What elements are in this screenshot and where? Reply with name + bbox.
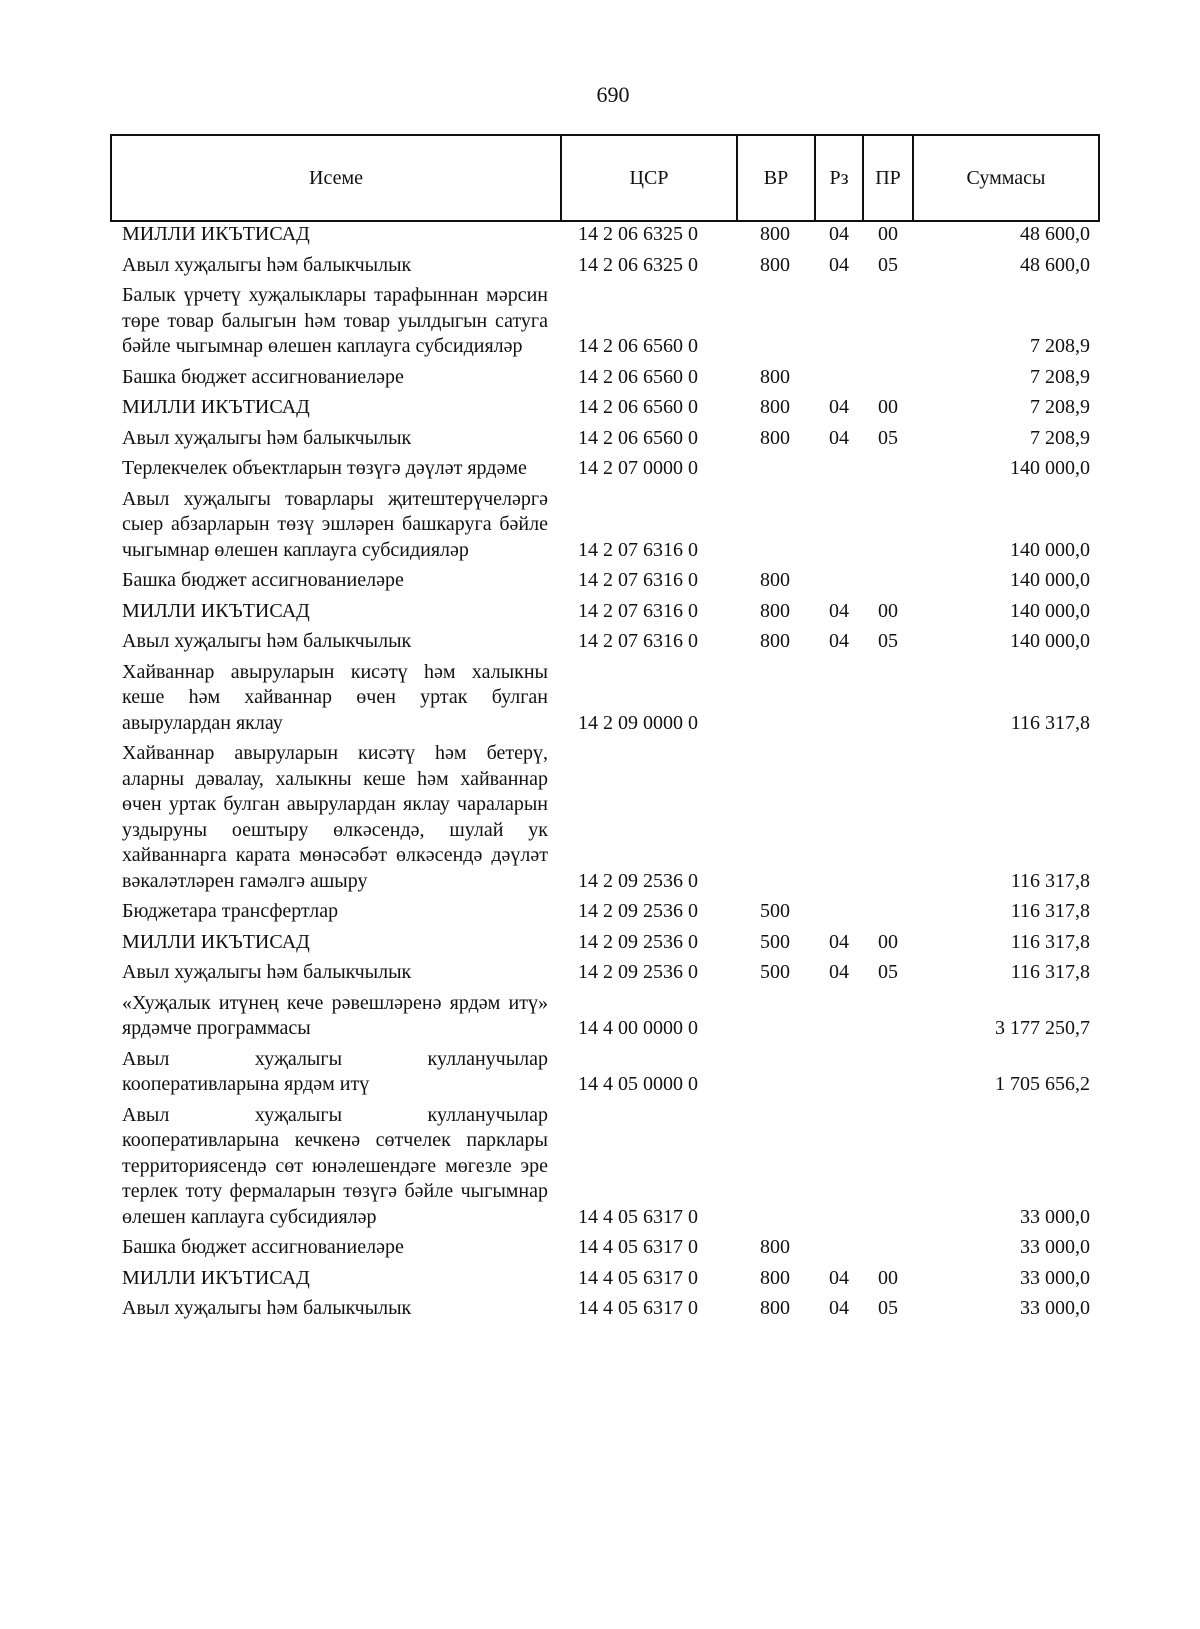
row-pr: 05 bbox=[878, 961, 898, 983]
row-vr: 800 bbox=[760, 253, 790, 276]
row-vr: 800 bbox=[760, 1297, 790, 1319]
table-row bbox=[0, 899, 1200, 925]
row-csr: 14 2 07 0000 0 bbox=[578, 457, 698, 479]
row-name: Терлекчелек объектларын төзүгә дәүләт ярдәме bbox=[122, 457, 527, 479]
row-vr: 800 bbox=[760, 1236, 790, 1258]
row-csr: 14 2 06 6560 0 bbox=[578, 335, 698, 357]
row-pr: 00 bbox=[878, 223, 898, 245]
row-sum: 33 000,0 bbox=[1020, 1205, 1090, 1228]
table-row bbox=[0, 487, 1200, 564]
row-vr: 800 bbox=[760, 1266, 790, 1289]
row-sum: 33 000,0 bbox=[1020, 1236, 1090, 1258]
table-row bbox=[0, 1103, 1200, 1231]
row-sum: 140 000,0 bbox=[1010, 538, 1090, 561]
header-sum: Суммасы bbox=[912, 136, 1098, 220]
row-vr: 800 bbox=[760, 630, 790, 652]
row-name: МИЛЛИ ИКЪТИСАД bbox=[122, 396, 310, 418]
table-row bbox=[0, 930, 1200, 956]
row-name: Авыл хуҗалыгы һәм балыкчылык bbox=[122, 1297, 412, 1319]
table-row bbox=[0, 629, 1200, 655]
row-pr: 05 bbox=[878, 630, 898, 652]
header-rz: Рз bbox=[814, 136, 862, 220]
row-csr: 14 2 06 6325 0 bbox=[578, 253, 698, 276]
row-rz: 04 bbox=[829, 599, 849, 622]
row-name: Авыл хуҗалыгы һәм балыкчылык bbox=[122, 253, 412, 276]
table-row bbox=[0, 456, 1200, 482]
row-name: МИЛЛИ ИКЪТИСАД bbox=[122, 223, 310, 245]
row-pr: 00 bbox=[878, 599, 898, 622]
row-csr: 14 2 07 6316 0 bbox=[578, 538, 698, 561]
page-number: 690 bbox=[596, 82, 630, 107]
row-name: Хайваннар авыруларын кисәтү һәм бетерү, аларны дәвалау, халыкны кеше һәм хайваннар өчен уртак булган авырулардан яклау чараларын уздыруны оештыру өлкәсендә, шулай ук хайваннарга карата мөнәсәбәт өлкәсендә дәүләт вәкаләтләрен гамәлгә ашыру bbox=[122, 742, 548, 892]
table-row bbox=[0, 1266, 1200, 1292]
row-rz: 04 bbox=[829, 253, 849, 276]
row-name: Авыл хуҗалыгы һәм балыкчылык bbox=[122, 630, 412, 652]
row-pr: 00 bbox=[878, 930, 898, 953]
row-csr: 14 2 09 2536 0 bbox=[578, 869, 698, 892]
row-sum: 116 317,8 bbox=[1010, 869, 1090, 892]
row-csr: 14 4 05 6317 0 bbox=[578, 1205, 698, 1228]
table-row bbox=[0, 1047, 1200, 1098]
table-row bbox=[0, 426, 1200, 452]
row-pr: 00 bbox=[878, 1266, 898, 1289]
row-csr: 14 4 05 6317 0 bbox=[578, 1297, 698, 1319]
row-sum: 116 317,8 bbox=[1010, 900, 1090, 922]
row-sum: 140 000,0 bbox=[1010, 457, 1090, 479]
row-sum: 33 000,0 bbox=[1020, 1266, 1090, 1289]
row-name: «Хуҗалык итүнең кече рәвешләренә ярдәм итү» ярдәмче программасы bbox=[122, 991, 548, 1039]
row-pr: 05 bbox=[878, 1297, 898, 1319]
table-row bbox=[0, 599, 1200, 625]
row-sum: 48 600,0 bbox=[1020, 223, 1090, 245]
row-csr: 14 2 07 6316 0 bbox=[578, 630, 698, 652]
row-csr: 14 4 05 0000 0 bbox=[578, 1073, 698, 1095]
row-name: Бюджетара трансфертлар bbox=[122, 900, 339, 922]
row-sum: 7 208,9 bbox=[1030, 396, 1090, 418]
header-csr: ЦСР bbox=[560, 136, 736, 220]
row-vr: 800 bbox=[760, 426, 790, 449]
row-rz: 04 bbox=[829, 630, 849, 652]
row-sum: 7 208,9 bbox=[1030, 365, 1090, 388]
table-row bbox=[0, 1235, 1200, 1261]
row-csr: 14 2 06 6560 0 bbox=[578, 365, 698, 388]
row-csr: 14 2 06 6560 0 bbox=[578, 426, 698, 449]
row-sum: 1 705 656,2 bbox=[995, 1073, 1090, 1095]
row-sum: 7 208,9 bbox=[1030, 426, 1090, 449]
row-sum: 116 317,8 bbox=[1010, 930, 1090, 953]
table-body bbox=[0, 222, 1200, 1327]
row-name: Авыл хуҗалыгы һәм балыкчылык bbox=[122, 426, 412, 449]
row-csr: 14 4 00 0000 0 bbox=[578, 1017, 698, 1039]
row-vr: 800 bbox=[760, 569, 790, 591]
header-pr: ПР bbox=[862, 136, 912, 220]
row-name: Авыл хуҗалыгы кулланучылар кооперативларына кечкенә сөтчелек парклары территориясендә сөт юнәлешендәге мөгезле эре терлек тоту фермаларын төзүгә бәйле чыгымнар өлешен каплауга субсидияләр bbox=[122, 1103, 548, 1228]
row-vr: 500 bbox=[760, 900, 790, 922]
header-vr: ВР bbox=[736, 136, 814, 220]
row-sum: 33 000,0 bbox=[1020, 1297, 1090, 1319]
row-sum: 3 177 250,7 bbox=[995, 1017, 1090, 1039]
row-name: Авыл хуҗалыгы кулланучылар кооперативларына ярдәм итү bbox=[122, 1047, 548, 1095]
row-sum: 140 000,0 bbox=[1010, 569, 1090, 591]
row-csr: 14 2 09 0000 0 bbox=[578, 711, 698, 734]
row-sum: 140 000,0 bbox=[1010, 599, 1090, 622]
row-sum: 116 317,8 bbox=[1010, 711, 1090, 734]
table-row bbox=[0, 741, 1200, 894]
row-name: Башка бюджет ассигнованиеләре bbox=[122, 569, 404, 591]
row-rz: 04 bbox=[829, 223, 849, 245]
row-sum: 116 317,8 bbox=[1010, 961, 1090, 983]
row-name: МИЛЛИ ИКЪТИСАД bbox=[122, 599, 310, 622]
row-name: Авыл хуҗалыгы һәм балыкчылык bbox=[122, 961, 412, 983]
row-sum: 140 000,0 bbox=[1010, 630, 1090, 652]
row-vr: 800 bbox=[760, 396, 790, 418]
row-csr: 14 2 09 2536 0 bbox=[578, 961, 698, 983]
row-rz: 04 bbox=[829, 396, 849, 418]
table-row bbox=[0, 568, 1200, 594]
row-name: Авыл хуҗалыгы товарлары җитештерүчеләргә сыер абзарларын төзү эшләрен башкаруга бәйле чыгымнар өлешен каплауга субсидияләр bbox=[122, 487, 548, 561]
row-name: МИЛЛИ ИКЪТИСАД bbox=[122, 1266, 310, 1289]
row-vr: 500 bbox=[760, 930, 790, 953]
row-rz: 04 bbox=[829, 930, 849, 953]
row-csr: 14 2 09 2536 0 bbox=[578, 900, 698, 922]
row-vr: 800 bbox=[760, 599, 790, 622]
row-name: МИЛЛИ ИКЪТИСАД bbox=[122, 930, 310, 953]
row-pr: 05 bbox=[878, 253, 898, 276]
row-name: Башка бюджет ассигнованиеләре bbox=[122, 1236, 404, 1258]
table-row bbox=[0, 395, 1200, 421]
row-sum: 7 208,9 bbox=[1030, 335, 1090, 357]
table-row bbox=[0, 660, 1200, 737]
row-rz: 04 bbox=[829, 961, 849, 983]
row-pr: 00 bbox=[878, 396, 898, 418]
row-rz: 04 bbox=[829, 426, 849, 449]
table-row bbox=[0, 1296, 1200, 1322]
row-name: Башка бюджет ассигнованиеләре bbox=[122, 365, 404, 388]
row-vr: 500 bbox=[760, 961, 790, 983]
row-csr: 14 4 05 6317 0 bbox=[578, 1266, 698, 1289]
row-vr: 800 bbox=[760, 223, 790, 245]
table-header bbox=[110, 134, 1100, 222]
table-row bbox=[0, 222, 1200, 248]
table-row bbox=[0, 960, 1200, 986]
row-csr: 14 2 07 6316 0 bbox=[578, 569, 698, 591]
row-name: Балык үрчетү хуҗалыклары тарафыннан мәрсин төре товар балыгын һәм товар уылдыгын сатуга бәйле чыгымнар өлешен каплауга субсидияләр bbox=[122, 284, 548, 357]
row-rz: 04 bbox=[829, 1297, 849, 1319]
row-csr: 14 2 09 2536 0 bbox=[578, 930, 698, 953]
row-name: Хайваннар авыруларын кисәтү һәм халыкны кеше һәм хайваннар өчен уртак булган авырулардан яклау bbox=[122, 660, 548, 734]
row-csr: 14 2 06 6325 0 bbox=[578, 223, 698, 245]
row-csr: 14 2 06 6560 0 bbox=[578, 396, 698, 418]
table-row bbox=[0, 365, 1200, 391]
row-csr: 14 2 07 6316 0 bbox=[578, 599, 698, 622]
row-sum: 48 600,0 bbox=[1020, 253, 1090, 276]
row-rz: 04 bbox=[829, 1266, 849, 1289]
row-vr: 800 bbox=[760, 365, 790, 388]
table-row bbox=[0, 283, 1200, 360]
row-pr: 05 bbox=[878, 426, 898, 449]
header-name: Исеме bbox=[309, 166, 363, 189]
row-csr: 14 4 05 6317 0 bbox=[578, 1236, 698, 1258]
table-row bbox=[0, 253, 1200, 279]
table-row bbox=[0, 991, 1200, 1042]
